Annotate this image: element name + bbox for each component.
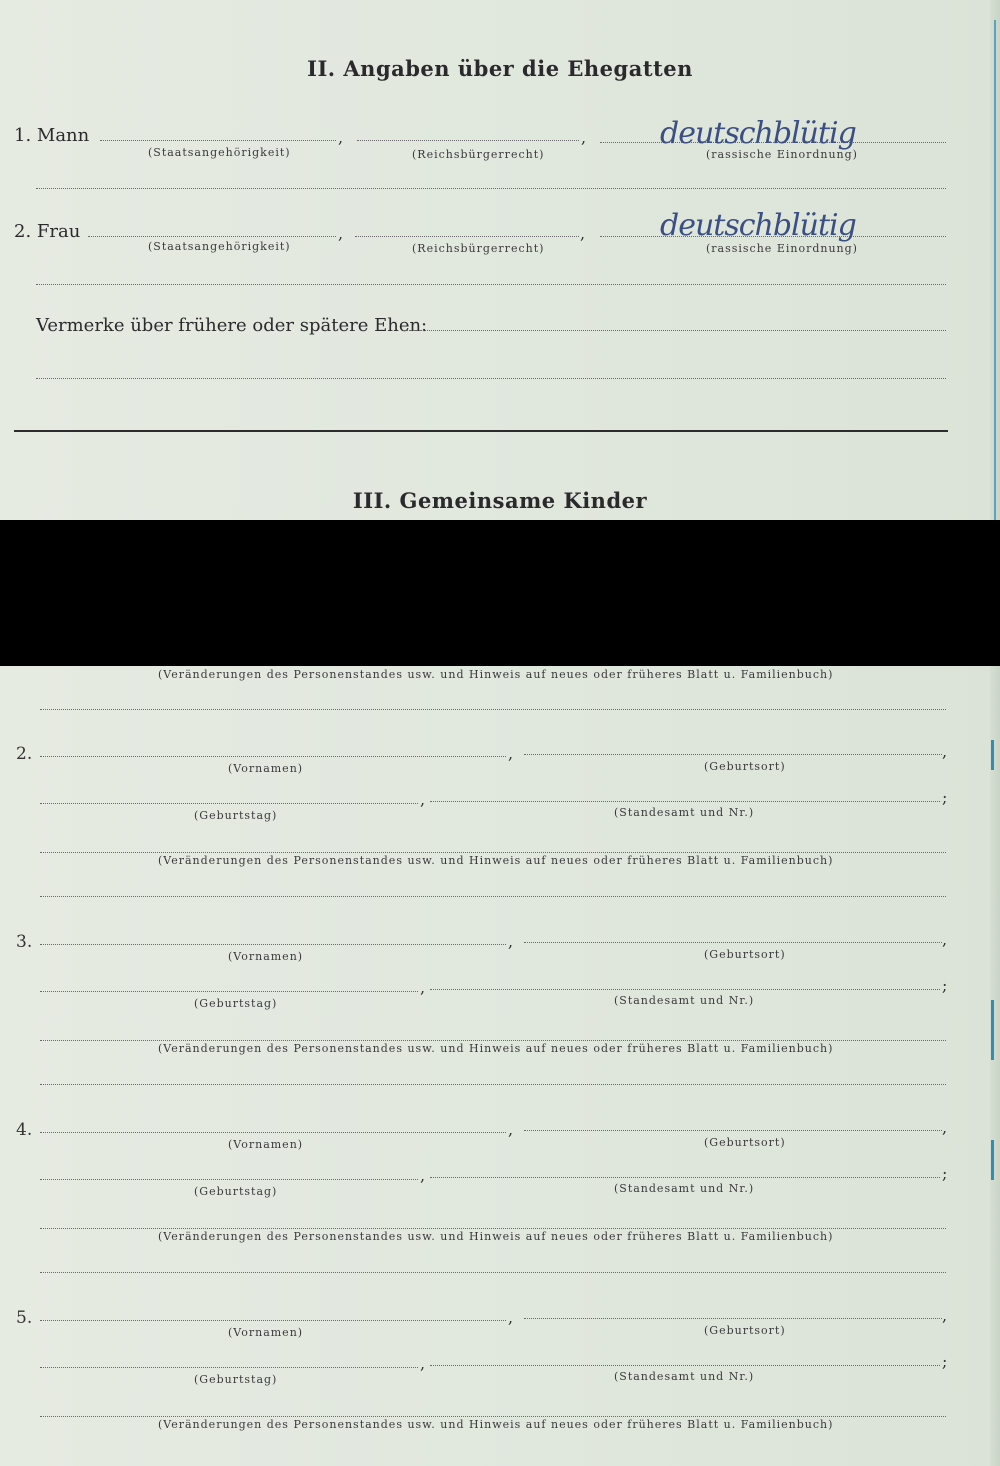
semicolon: ; bbox=[942, 1352, 948, 1371]
child-extra-line[interactable] bbox=[40, 1084, 946, 1085]
caption-geburtstag: (Geburtstag) bbox=[194, 997, 278, 1010]
mann-handwritten-entry: deutschblütig bbox=[660, 116, 856, 151]
comma: , bbox=[420, 1354, 426, 1373]
edge-tab-mark bbox=[991, 740, 994, 770]
comma: , bbox=[942, 742, 948, 761]
caption-veraenderungen: (Veränderungen des Personenstandes usw. und Hinweis auf neues oder früheres Blatt u. Familienbuch) bbox=[158, 854, 834, 867]
caption-geburtsort: (Geburtsort) bbox=[704, 760, 786, 773]
comma: , bbox=[580, 224, 586, 243]
vermerke-label: Vermerke über frühere oder spätere Ehen: bbox=[36, 315, 428, 336]
comma: , bbox=[508, 1308, 514, 1327]
caption-standesamt: (Standesamt und Nr.) bbox=[614, 1370, 755, 1383]
comma: , bbox=[942, 1306, 948, 1325]
geburtstag-line[interactable] bbox=[40, 991, 418, 992]
comma: , bbox=[420, 978, 426, 997]
section-title-ehegatten: II. Angaben über die Ehegatten bbox=[307, 56, 693, 81]
geburtstag-line[interactable] bbox=[40, 1179, 418, 1180]
geburtsort-line[interactable] bbox=[524, 942, 942, 943]
standesamt-line[interactable] bbox=[430, 1177, 940, 1178]
vornamen-line[interactable] bbox=[40, 944, 506, 945]
child-extra-line[interactable] bbox=[40, 1272, 946, 1273]
vornamen-line[interactable] bbox=[40, 1320, 506, 1321]
caption-standesamt: (Standesamt und Nr.) bbox=[614, 1182, 755, 1195]
vermerke-line-2[interactable] bbox=[36, 378, 946, 379]
section-divider bbox=[14, 430, 948, 432]
caption-standesamt: (Standesamt und Nr.) bbox=[614, 806, 755, 819]
comma: , bbox=[942, 1118, 948, 1137]
standesamt-line[interactable] bbox=[430, 989, 940, 990]
veraenderungen-line[interactable] bbox=[40, 852, 946, 853]
caption-geburtstag: (Geburtstag) bbox=[194, 809, 278, 822]
child-number: 3. bbox=[16, 932, 33, 952]
caption-geburtsort: (Geburtsort) bbox=[704, 1136, 786, 1149]
standesamt-line[interactable] bbox=[430, 801, 940, 802]
caption-vornamen: (Vornamen) bbox=[228, 1138, 304, 1151]
caption-reichsbuergerrecht: (Reichsbürgerrecht) bbox=[412, 242, 545, 255]
caption-vornamen: (Vornamen) bbox=[228, 1326, 304, 1339]
frau-extra-line[interactable] bbox=[36, 284, 946, 285]
comma: , bbox=[338, 128, 344, 147]
frau-staatsangehoerigkeit-line[interactable] bbox=[88, 236, 336, 237]
frau-label: 2. Frau bbox=[14, 221, 81, 242]
edge-tab-mark bbox=[994, 20, 996, 520]
semicolon: ; bbox=[942, 976, 948, 995]
veraenderungen-line[interactable] bbox=[40, 1040, 946, 1041]
geburtsort-line[interactable] bbox=[524, 754, 942, 755]
comma: , bbox=[420, 1166, 426, 1185]
mann-staatsangehoerigkeit-line[interactable] bbox=[100, 140, 336, 141]
caption-rassische-einordnung: (rassische Einordnung) bbox=[706, 242, 858, 255]
semicolon: ; bbox=[942, 1164, 948, 1183]
geburtsort-line[interactable] bbox=[524, 1130, 942, 1131]
comma: , bbox=[942, 930, 948, 949]
mann-extra-line[interactable] bbox=[36, 188, 946, 189]
comma: , bbox=[581, 128, 587, 147]
vermerke-line-1[interactable] bbox=[403, 330, 946, 331]
mann-reichsbuergerrecht-line[interactable] bbox=[357, 140, 579, 141]
semicolon: ; bbox=[942, 788, 948, 807]
caption-vornamen: (Vornamen) bbox=[228, 950, 304, 963]
child-extra-line[interactable] bbox=[40, 896, 946, 897]
caption-rassische-einordnung: (rassische Einordnung) bbox=[706, 148, 858, 161]
frau-handwritten-entry: deutschblütig bbox=[660, 208, 856, 243]
comma: , bbox=[508, 1120, 514, 1139]
comma: , bbox=[508, 932, 514, 951]
caption-veraenderungen: (Veränderungen des Personenstandes usw. und Hinweis auf neues oder früheres Blatt u. Familienbuch) bbox=[158, 1418, 834, 1431]
caption-veraenderungen: (Veränderungen des Personenstandes usw. und Hinweis auf neues oder früheres Blatt u. Familienbuch) bbox=[158, 1042, 834, 1055]
mann-label: 1. Mann bbox=[14, 125, 90, 146]
frau-reichsbuergerrecht-line[interactable] bbox=[355, 236, 579, 237]
vornamen-line[interactable] bbox=[40, 756, 506, 757]
geburtstag-line[interactable] bbox=[40, 1367, 418, 1368]
caption-geburtstag: (Geburtstag) bbox=[194, 1373, 278, 1386]
comma: , bbox=[338, 224, 344, 243]
caption-staatsangehoerigkeit: (Staatsangehörigkeit) bbox=[148, 240, 291, 253]
standesamt-line[interactable] bbox=[430, 1365, 940, 1366]
caption-standesamt: (Standesamt und Nr.) bbox=[614, 994, 755, 1007]
caption-veraenderungen: (Veränderungen des Personenstandes usw. und Hinweis auf neues oder früheres Blatt u. Familienbuch) bbox=[158, 668, 834, 681]
child-1-extra-line[interactable] bbox=[40, 709, 946, 710]
geburtsort-line[interactable] bbox=[524, 1318, 942, 1319]
caption-geburtsort: (Geburtsort) bbox=[704, 1324, 786, 1337]
child-number: 5. bbox=[16, 1308, 33, 1328]
caption-vornamen: (Vornamen) bbox=[228, 762, 304, 775]
caption-reichsbuergerrecht: (Reichsbürgerrecht) bbox=[412, 148, 545, 161]
caption-geburtsort: (Geburtsort) bbox=[704, 948, 786, 961]
geburtstag-line[interactable] bbox=[40, 803, 418, 804]
child-number: 4. bbox=[16, 1120, 33, 1140]
caption-veraenderungen: (Veränderungen des Personenstandes usw. und Hinweis auf neues oder früheres Blatt u. Familienbuch) bbox=[158, 1230, 834, 1243]
veraenderungen-line[interactable] bbox=[40, 1228, 946, 1229]
comma: , bbox=[508, 744, 514, 763]
section-title-kinder: III. Gemeinsame Kinder bbox=[352, 488, 648, 513]
caption-staatsangehoerigkeit: (Staatsangehörigkeit) bbox=[148, 146, 291, 159]
comma: , bbox=[420, 790, 426, 809]
edge-tab-mark bbox=[991, 1000, 994, 1060]
vornamen-line[interactable] bbox=[40, 1132, 506, 1133]
caption-geburtstag: (Geburtstag) bbox=[194, 1185, 278, 1198]
edge-tab-mark bbox=[991, 1140, 994, 1180]
redaction-bar bbox=[0, 520, 1000, 666]
veraenderungen-line[interactable] bbox=[40, 1416, 946, 1417]
child-number: 2. bbox=[16, 744, 33, 764]
